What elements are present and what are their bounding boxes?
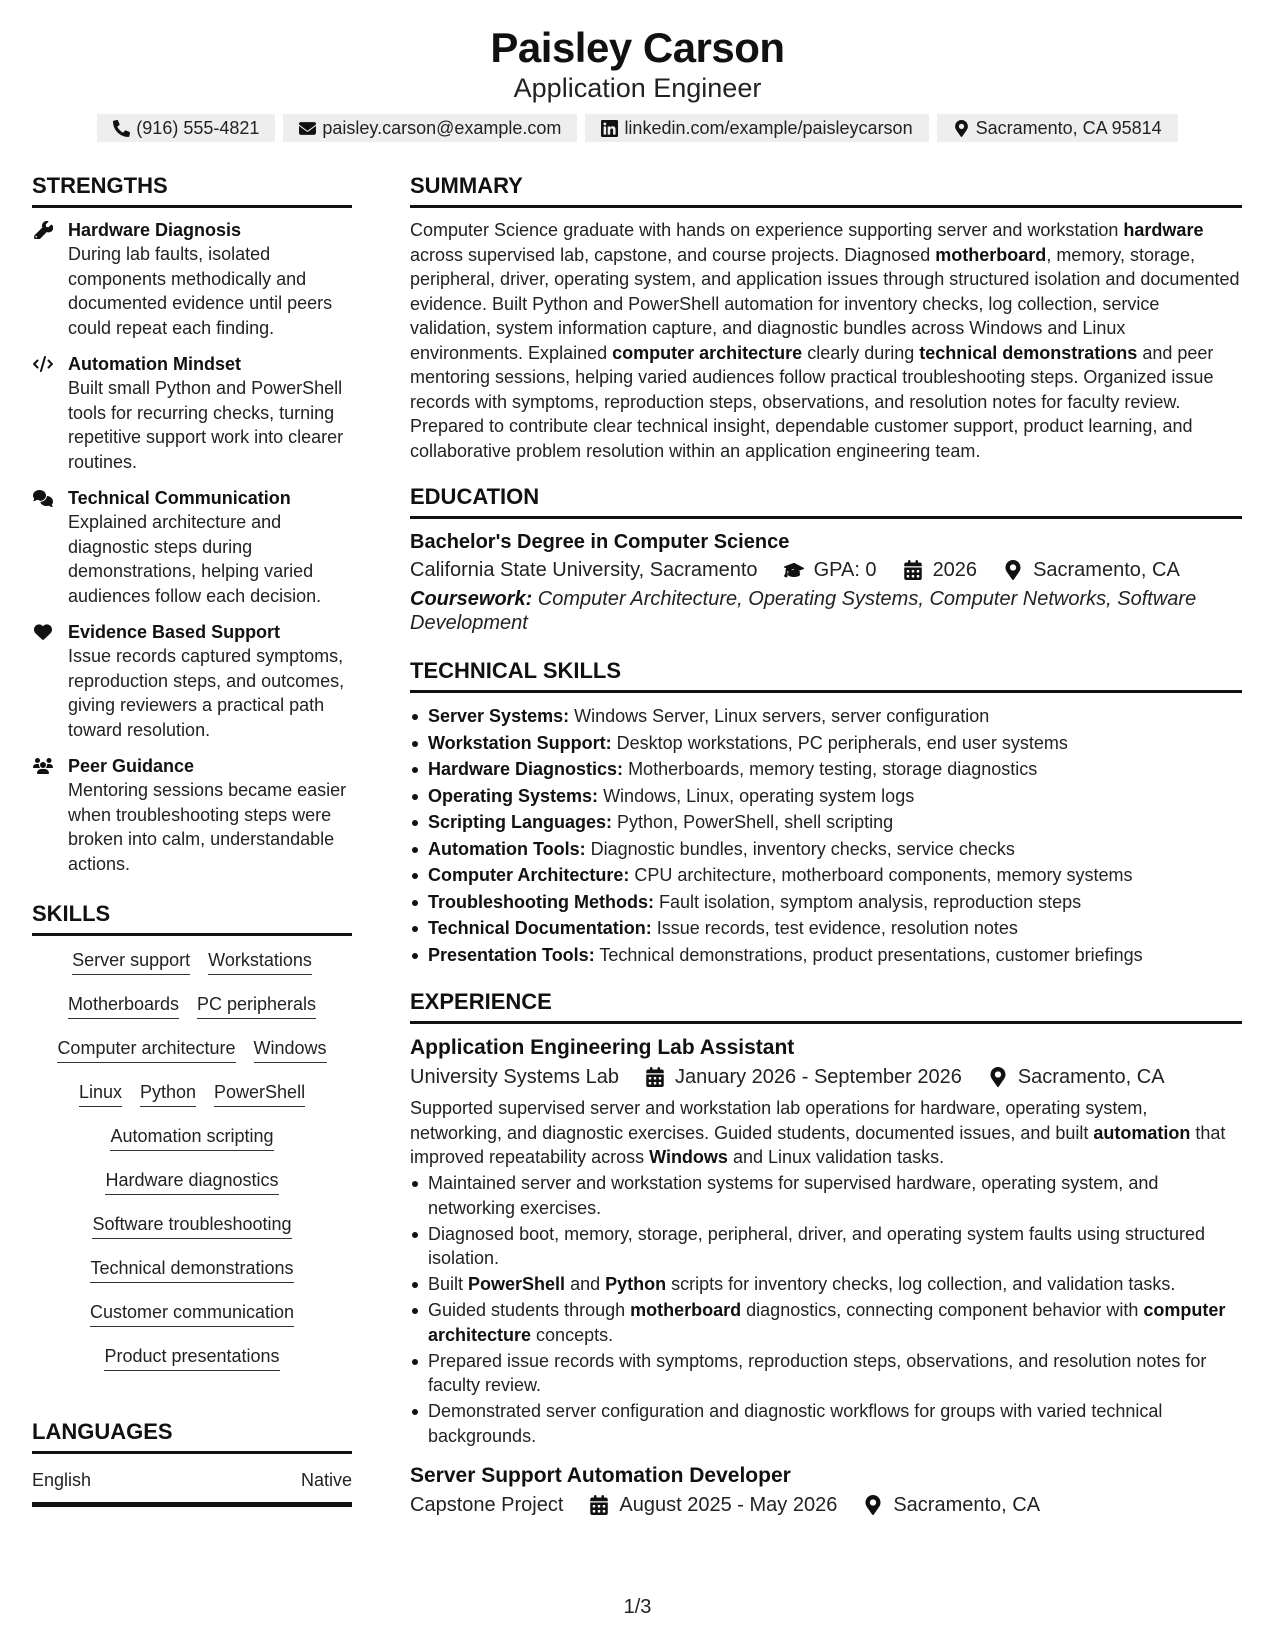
education-gpa: GPA: 0 [813, 559, 877, 581]
linkedin-icon [601, 120, 618, 137]
left-column [32, 172, 352, 1507]
comments-icon [33, 489, 53, 507]
skill-tag: Product presentations [104, 1344, 279, 1371]
education-location: Sacramento, CA [1033, 559, 1180, 581]
skill-tag: Computer architecture [57, 1036, 235, 1063]
heart-icon [33, 623, 53, 641]
job-dates: January 2026 - September 2026 [674, 1066, 962, 1088]
map-pin-icon [863, 1495, 883, 1515]
strength-desc: Built small Python and PowerShell tools for recurring checks, turning repetitive support work into clearer routines. [68, 378, 344, 472]
strengths-heading: STRENGTHS [32, 172, 352, 208]
envelope-icon [299, 120, 316, 137]
skill-tag: Workstations [208, 948, 312, 975]
contact-email-text: paisley.carson@example.com [322, 117, 562, 138]
job-bullet: Prepared issue records with symptoms, reproduction steps, observations, and resolution notes for faculty review. [410, 1349, 1242, 1398]
skills-list [32, 946, 352, 1402]
strength-desc: Issue records captured symptoms, reproduction steps, and outcomes, giving reviewers a practical path toward resolution. [68, 646, 345, 740]
education-degree: Bachelor's Degree in Computer Science [410, 531, 790, 553]
education-year: 2026 [932, 559, 978, 581]
job-bullet: Guided students through motherboard diagnostics, connecting component behavior with computer architecture concepts. [410, 1298, 1242, 1347]
phone-icon [113, 120, 130, 137]
language-row [32, 1464, 352, 1507]
tech-skill-item: Computer Architecture: CPU architecture, motherboard components, memory systems [410, 862, 1242, 889]
skill-tag: Hardware diagnostics [105, 1168, 278, 1195]
strength-title: Hardware Diagnosis [68, 220, 242, 240]
contact-location [937, 114, 1178, 142]
contact-bar [0, 114, 1275, 142]
strength-desc: Mentoring sessions became easier when troubleshooting steps were broken into calm, understandable actions. [68, 780, 347, 874]
education-school: California State University, Sacramento [410, 559, 758, 581]
job-entry [410, 1034, 1242, 1448]
calendar-icon [903, 560, 923, 580]
users-icon [33, 757, 53, 775]
contact-phone-text: (916) 555-4821 [136, 117, 260, 138]
candidate-role: Application Engineer [513, 73, 762, 103]
contact-linkedin[interactable] [585, 114, 928, 142]
calendar-icon [645, 1067, 665, 1087]
job-location: Sacramento, CA [1017, 1066, 1165, 1088]
map-pin-icon [1003, 560, 1023, 580]
technical-skills-heading: TECHNICAL SKILLS [410, 657, 1242, 693]
skill-tag: Motherboards [68, 992, 179, 1019]
code-icon [33, 355, 53, 373]
map-pin-icon [988, 1067, 1008, 1087]
skill-tag: Python [140, 1080, 196, 1107]
job-dates: August 2025 - May 2026 [619, 1494, 838, 1516]
tech-skill-item: Workstation Support: Desktop workstations, PC peripherals, end user systems [410, 730, 1242, 757]
job-org: Capstone Project [410, 1494, 564, 1516]
experience-heading: EXPERIENCE [410, 988, 1242, 1024]
strength-title: Peer Guidance [68, 756, 195, 776]
strength-item [32, 352, 352, 474]
job-org: University Systems Lab [410, 1066, 619, 1088]
strength-item [32, 754, 352, 876]
candidate-name: Paisley Carson [490, 24, 785, 71]
contact-email[interactable] [283, 114, 577, 142]
map-pin-icon [953, 120, 970, 137]
education-heading: EDUCATION [410, 483, 1242, 519]
job-location: Sacramento, CA [893, 1494, 1041, 1516]
job-bullets [410, 1171, 1242, 1448]
contact-linkedin-text: linkedin.com/example/paisleycarson [624, 117, 913, 138]
job-bullet: Diagnosed boot, memory, storage, peripheral, driver, and operating system faults using structured isolation. [410, 1222, 1242, 1271]
strength-desc: Explained architecture and diagnostic steps during demonstrations, helping varied audiences follow each decision. [68, 512, 322, 606]
tech-skill-item: Technical Documentation: Issue records, test evidence, resolution notes [410, 915, 1242, 942]
coursework-label: Coursework: [410, 588, 533, 610]
tech-skill-item: Troubleshooting Methods: Fault isolation, symptom analysis, reproduction steps [410, 889, 1242, 916]
summary-heading: SUMMARY [410, 172, 1242, 208]
job-title: Application Engineering Lab Assistant [410, 1036, 795, 1059]
skills-heading: SKILLS [32, 900, 352, 936]
job-meta [410, 1490, 1242, 1520]
skill-tag: Server support [72, 948, 190, 975]
skill-tag: Automation scripting [110, 1124, 273, 1151]
graduation-cap-icon [784, 560, 804, 580]
language-name: English [32, 1470, 92, 1490]
summary-text: Computer Science graduate with hands on experience supporting server and workstation hardware across supervised lab, capstone, and course projects. Diagnosed motherboard, memory, storage, peripheral, driver, operating system, and application issues through structured isolation and documented evidence. Built Python and PowerShell automation for inventory checks, log collection, service validation, system information capture, and diagnostic bundles across Windows and Linux environments. Explained computer architecture clearly during technical demonstrations and peer mentoring sessions, helping varied audiences follow practical troubleshooting steps. Organized issue records with symptoms, reproduction steps, observations, and resolution notes for faculty review. Prepared to contribute clear technical insight, dependable customer support, product learning, and collaborative problem resolution within an application engineering team. [410, 220, 1240, 461]
calendar-icon [589, 1495, 609, 1515]
skill-tag: Linux [79, 1080, 122, 1107]
tech-skill-item: Scripting Languages: Python, PowerShell, shell scripting [410, 809, 1242, 836]
skill-tag: Software troubleshooting [92, 1212, 291, 1239]
wrench-icon [33, 221, 53, 239]
strength-item [32, 218, 352, 340]
skill-tag: PowerShell [214, 1080, 305, 1107]
right-column [410, 172, 1242, 1520]
job-entry [410, 1462, 1242, 1520]
tech-skill-item: Server Systems: Windows Server, Linux servers, server configuration [410, 703, 1242, 730]
strength-title: Automation Mindset [68, 354, 241, 374]
strength-title: Evidence Based Support [68, 622, 281, 642]
education-meta [410, 555, 1242, 585]
skill-tag: PC peripherals [197, 992, 316, 1019]
languages-heading: LANGUAGES [32, 1418, 352, 1454]
strength-item [32, 620, 352, 742]
tech-skill-item: Presentation Tools: Technical demonstrations, product presentations, customer briefings [410, 942, 1242, 969]
job-bullet: Maintained server and workstation systems for supervised hardware, operating system, and networking exercises. [410, 1171, 1242, 1220]
coursework-list: Computer Architecture, Operating Systems, Computer Networks, Software Development [410, 588, 1197, 634]
language-level: Native [300, 1470, 352, 1490]
skill-tag: Customer communication [90, 1300, 294, 1327]
resume-header [0, 0, 1275, 142]
job-bullet: Built PowerShell and Python scripts for inventory checks, log collection, and validation tasks. [410, 1272, 1242, 1297]
strength-item [32, 486, 352, 608]
technical-skills-list [410, 703, 1242, 968]
contact-location-text: Sacramento, CA 95814 [975, 117, 1162, 138]
job-bullet: Demonstrated server configuration and diagnostic workflows for groups with varied technical backgrounds. [410, 1399, 1242, 1448]
tech-skill-item: Automation Tools: Diagnostic bundles, inventory checks, service checks [410, 836, 1242, 863]
tech-skill-item: Operating Systems: Windows, Linux, operating system logs [410, 783, 1242, 810]
job-meta [410, 1062, 1242, 1092]
page-number: 1/3 [623, 1596, 652, 1618]
contact-phone[interactable] [97, 114, 275, 142]
tech-skill-item: Hardware Diagnostics: Motherboards, memory testing, storage diagnostics [410, 756, 1242, 783]
skill-tag: Windows [254, 1036, 327, 1063]
strength-desc: During lab faults, isolated components methodically and documented evidence until peers could repeat each finding. [68, 244, 333, 338]
job-description: Supported supervised server and workstation lab operations for hardware, operating system, networking, and diagnostic exercises. Guided students, documented issues, and built automation that improved repeatability across Windows and Linux validation tasks. [410, 1098, 1226, 1167]
skill-tag: Technical demonstrations [90, 1256, 293, 1283]
strength-title: Technical Communication [68, 488, 291, 508]
job-title: Server Support Automation Developer [410, 1464, 791, 1487]
education-coursework [410, 587, 1242, 635]
